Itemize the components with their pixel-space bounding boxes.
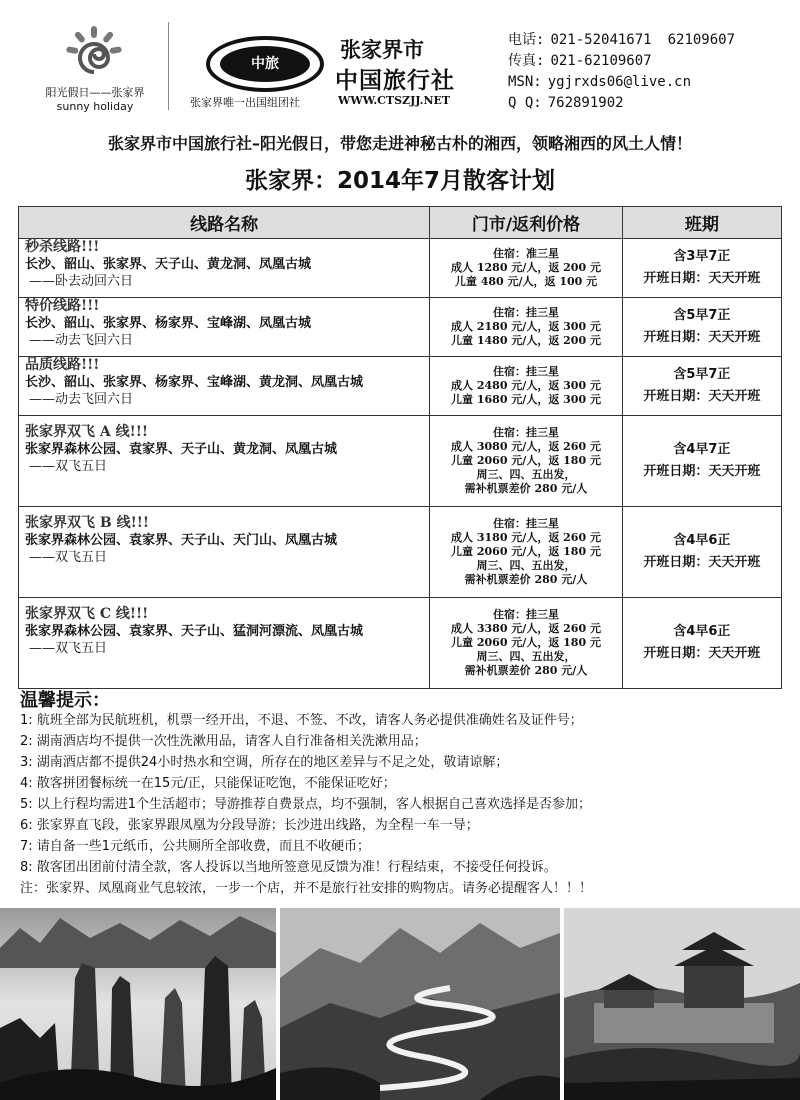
route-path: 长沙、韶山、张家界、天子山、黄龙洞、凤凰古城 [25, 257, 312, 272]
route-cell [19, 357, 430, 416]
route-cell [19, 598, 430, 689]
fax-number: 021-62109607 [550, 53, 652, 69]
price-line: 住宿：准三星 [492, 247, 559, 260]
meals-info: 含5早7正 [673, 367, 731, 382]
meals-info: 含4早6正 [673, 624, 731, 639]
ancient-town-temple-photo [564, 908, 800, 1100]
price-line: 住宿：挂三星 [492, 517, 559, 530]
price-line: 需补机票差价 280 元/人 [464, 482, 588, 495]
route-transport: ——动去飞回六日 [29, 392, 134, 407]
tour-plan-table [18, 206, 782, 689]
price-line: 成人 3380 元/人，返 260 元 [451, 622, 601, 635]
cts-emblem-text: 中旅 [220, 46, 310, 82]
tip-item: 6: 张家界直飞段，张家界跟凤凰为分段导游；长沙进出线路，为全程一车一导； [20, 818, 479, 833]
route-transport: ——双飞五日 [29, 550, 108, 565]
price-line: 需补机票差价 280 元/人 [464, 664, 588, 677]
route-cell [19, 298, 430, 357]
schedule-cell [622, 239, 781, 298]
price-line: 周三、四、五出发， [476, 559, 576, 572]
agency-city: 张家界市 [340, 38, 424, 62]
route-transport: ——卧去动回六日 [29, 274, 134, 289]
price-cell [430, 298, 622, 357]
schedule-cell [622, 298, 781, 357]
start-date: 开班日期：天天开班 [643, 464, 761, 479]
price-line: 成人 2180 元/人，返 300 元 [451, 320, 601, 333]
header [0, 0, 800, 120]
route-transport: ——动去飞回六日 [29, 333, 134, 348]
route-name: 品质线路!!! [25, 357, 100, 373]
qq-number: 762891902 [547, 95, 624, 111]
price-line: 儿童 2060 元/人，返 180 元 [451, 454, 601, 467]
route-cell [19, 507, 430, 598]
header-schedule: 班期 [622, 207, 781, 239]
phone-2: 62109607 [667, 32, 736, 48]
price-line: 儿童 1680 元/人，返 300 元 [451, 393, 601, 406]
price-line: 周三、四、五出发， [476, 468, 576, 481]
price-line: 住宿：挂三星 [492, 426, 559, 439]
start-date: 开班日期：天天开班 [643, 389, 761, 404]
tianmen-mountain-road-photo [280, 908, 560, 1100]
route-path: 张家界森林公园、袁家界、天子山、黄龙洞、凤凰古城 [25, 442, 338, 457]
price-line: 儿童 2060 元/人，返 180 元 [451, 636, 601, 649]
price-line: 成人 2480 元/人，返 300 元 [451, 379, 601, 392]
meals-info: 含3早7正 [673, 249, 731, 264]
price-line: 周三、四、五出发， [476, 650, 576, 663]
route-path: 张家界森林公园、袁家界、天子山、猛洞河漂流、凤凰古城 [25, 624, 364, 639]
route-path: 张家界森林公园、袁家界、天子山、天门山、凤凰古城 [25, 533, 338, 548]
scenery-photos [0, 908, 800, 1100]
route-path: 长沙、韶山、张家界、杨家界、宝峰湖、黄龙洞、凤凰古城 [25, 375, 364, 390]
sunny-holiday-cn: 阳光假日——张家界 [45, 86, 145, 99]
price-line: 住宿：挂三星 [492, 365, 559, 378]
route-name: 张家界双飞 C 线!!! [25, 606, 149, 622]
route-cell [19, 239, 430, 298]
start-date: 开班日期：天天开班 [643, 646, 761, 661]
tip-item: 2: 湖南酒店均不提供一次性洗漱用品，请客人自行准备相关洗漱用品； [20, 734, 427, 749]
tip-item: 5: 以上行程均需进1个生活超市；导游推荐自费景点，均不强制，客人根据自己喜欢选择是否参加； [20, 797, 592, 812]
header-price: 门市/返利价格 [430, 207, 622, 239]
table-row [19, 416, 782, 507]
price-line: 成人 3080 元/人，返 260 元 [451, 440, 601, 453]
route-name: 张家界双飞 A 线!!! [25, 424, 149, 440]
price-line: 儿童 480 元/人，返 100 元 [454, 275, 598, 288]
table-header-row [19, 207, 782, 239]
tip-item: 4: 散客拼团餐标统一在15元/正，只能保证吃饱，不能保证吃好； [20, 776, 396, 791]
sun-spiral-icon [64, 24, 124, 84]
meals-info: 含4早7正 [673, 442, 731, 457]
tips-list [20, 710, 800, 899]
tip-item: 7: 请自备一些1元纸币，公共厕所全部收费，而且不收硬币； [20, 839, 371, 854]
table-row [19, 239, 782, 298]
route-path: 长沙、韶山、张家界、杨家界、宝峰湖、凤凰古城 [25, 316, 312, 331]
price-line: 成人 3180 元/人，返 260 元 [451, 531, 601, 544]
route-name: 特价线路!!! [25, 298, 100, 314]
price-line: 住宿：挂三星 [492, 306, 559, 319]
schedule-cell [622, 357, 781, 416]
route-cell [19, 416, 430, 507]
table-row [19, 507, 782, 598]
logo-divider [168, 22, 169, 110]
route-transport: ——双飞五日 [29, 459, 108, 474]
start-date: 开班日期：天天开班 [643, 555, 761, 570]
stone-pillars-photo [0, 908, 276, 1100]
price-line: 儿童 2060 元/人，返 180 元 [451, 545, 601, 558]
price-line: 成人 1280 元/人，返 200 元 [451, 261, 601, 274]
price-line: 儿童 1480 元/人，返 200 元 [451, 334, 601, 347]
price-cell [430, 598, 622, 689]
route-transport: ——双飞五日 [29, 641, 108, 656]
contact-info [508, 30, 735, 114]
meals-info: 含4早6正 [673, 533, 731, 548]
tip-item: 注：张家界、凤凰商业气息较浓，一步一个店，并不是旅行社安排的购物店。请务必提醒客人！！！ [20, 881, 593, 896]
agency-name: 中国旅行社 [335, 67, 455, 94]
msn-address: ygjrxds06@live.cn [547, 74, 692, 90]
qq-label: Q Q: [508, 95, 542, 111]
agency-slogan: 张家界唯一出国组团社 [190, 96, 300, 109]
price-cell [430, 416, 622, 507]
sunny-holiday-en: sunny holiday [56, 100, 134, 113]
table-row [19, 298, 782, 357]
schedule-cell [622, 416, 781, 507]
agency-website: WWW.CTSZJJ.NET [338, 94, 451, 107]
schedule-cell [622, 598, 781, 689]
schedule-cell [622, 507, 781, 598]
phone-1: 021-52041671 [550, 32, 652, 48]
table-row [19, 598, 782, 689]
msn-label: MSN: [508, 74, 542, 90]
price-line: 需补机票差价 280 元/人 [464, 573, 588, 586]
route-name: 秒杀线路!!! [25, 239, 100, 255]
price-cell [430, 507, 622, 598]
start-date: 开班日期：天天开班 [643, 271, 761, 286]
fax-label: 传真: [508, 53, 545, 69]
start-date: 开班日期：天天开班 [643, 330, 761, 345]
tip-item: 3: 湖南酒店都不提供24小时热水和空调，所存在的地区差异与不足之处，敬请谅解； [20, 755, 509, 770]
price-cell [430, 357, 622, 416]
tip-item: 1: 航班全部为民航班机，机票一经开出，不退、不签、不改，请客人务必提供准确姓名及证件号； [20, 713, 583, 728]
sunny-holiday-logo [30, 20, 160, 115]
price-cell [430, 239, 622, 298]
price-line: 住宿：挂三星 [492, 608, 559, 621]
table-row [19, 357, 782, 416]
tip-item: 8: 散客团出团前付清全款，客人投诉以当地所签意见反馈为准！行程结束，不接受任何投诉。 [20, 860, 557, 875]
tips-title: 温馨提示： [20, 690, 110, 711]
cts-emblem-icon [206, 36, 324, 92]
header-route: 线路名称 [19, 207, 430, 239]
phone-label: 电话: [508, 32, 545, 48]
cts-logo [190, 18, 500, 113]
page-title: 张家界：2014年7月散客计划 [244, 168, 556, 194]
route-name: 张家界双飞 B 线!!! [25, 515, 150, 531]
meals-info: 含5早7正 [673, 308, 731, 323]
promo-slogan: 张家界市中国旅行社–阳光假日，带您走进神秘古朴的湘西，领略湘西的风土人情！ [107, 134, 692, 153]
